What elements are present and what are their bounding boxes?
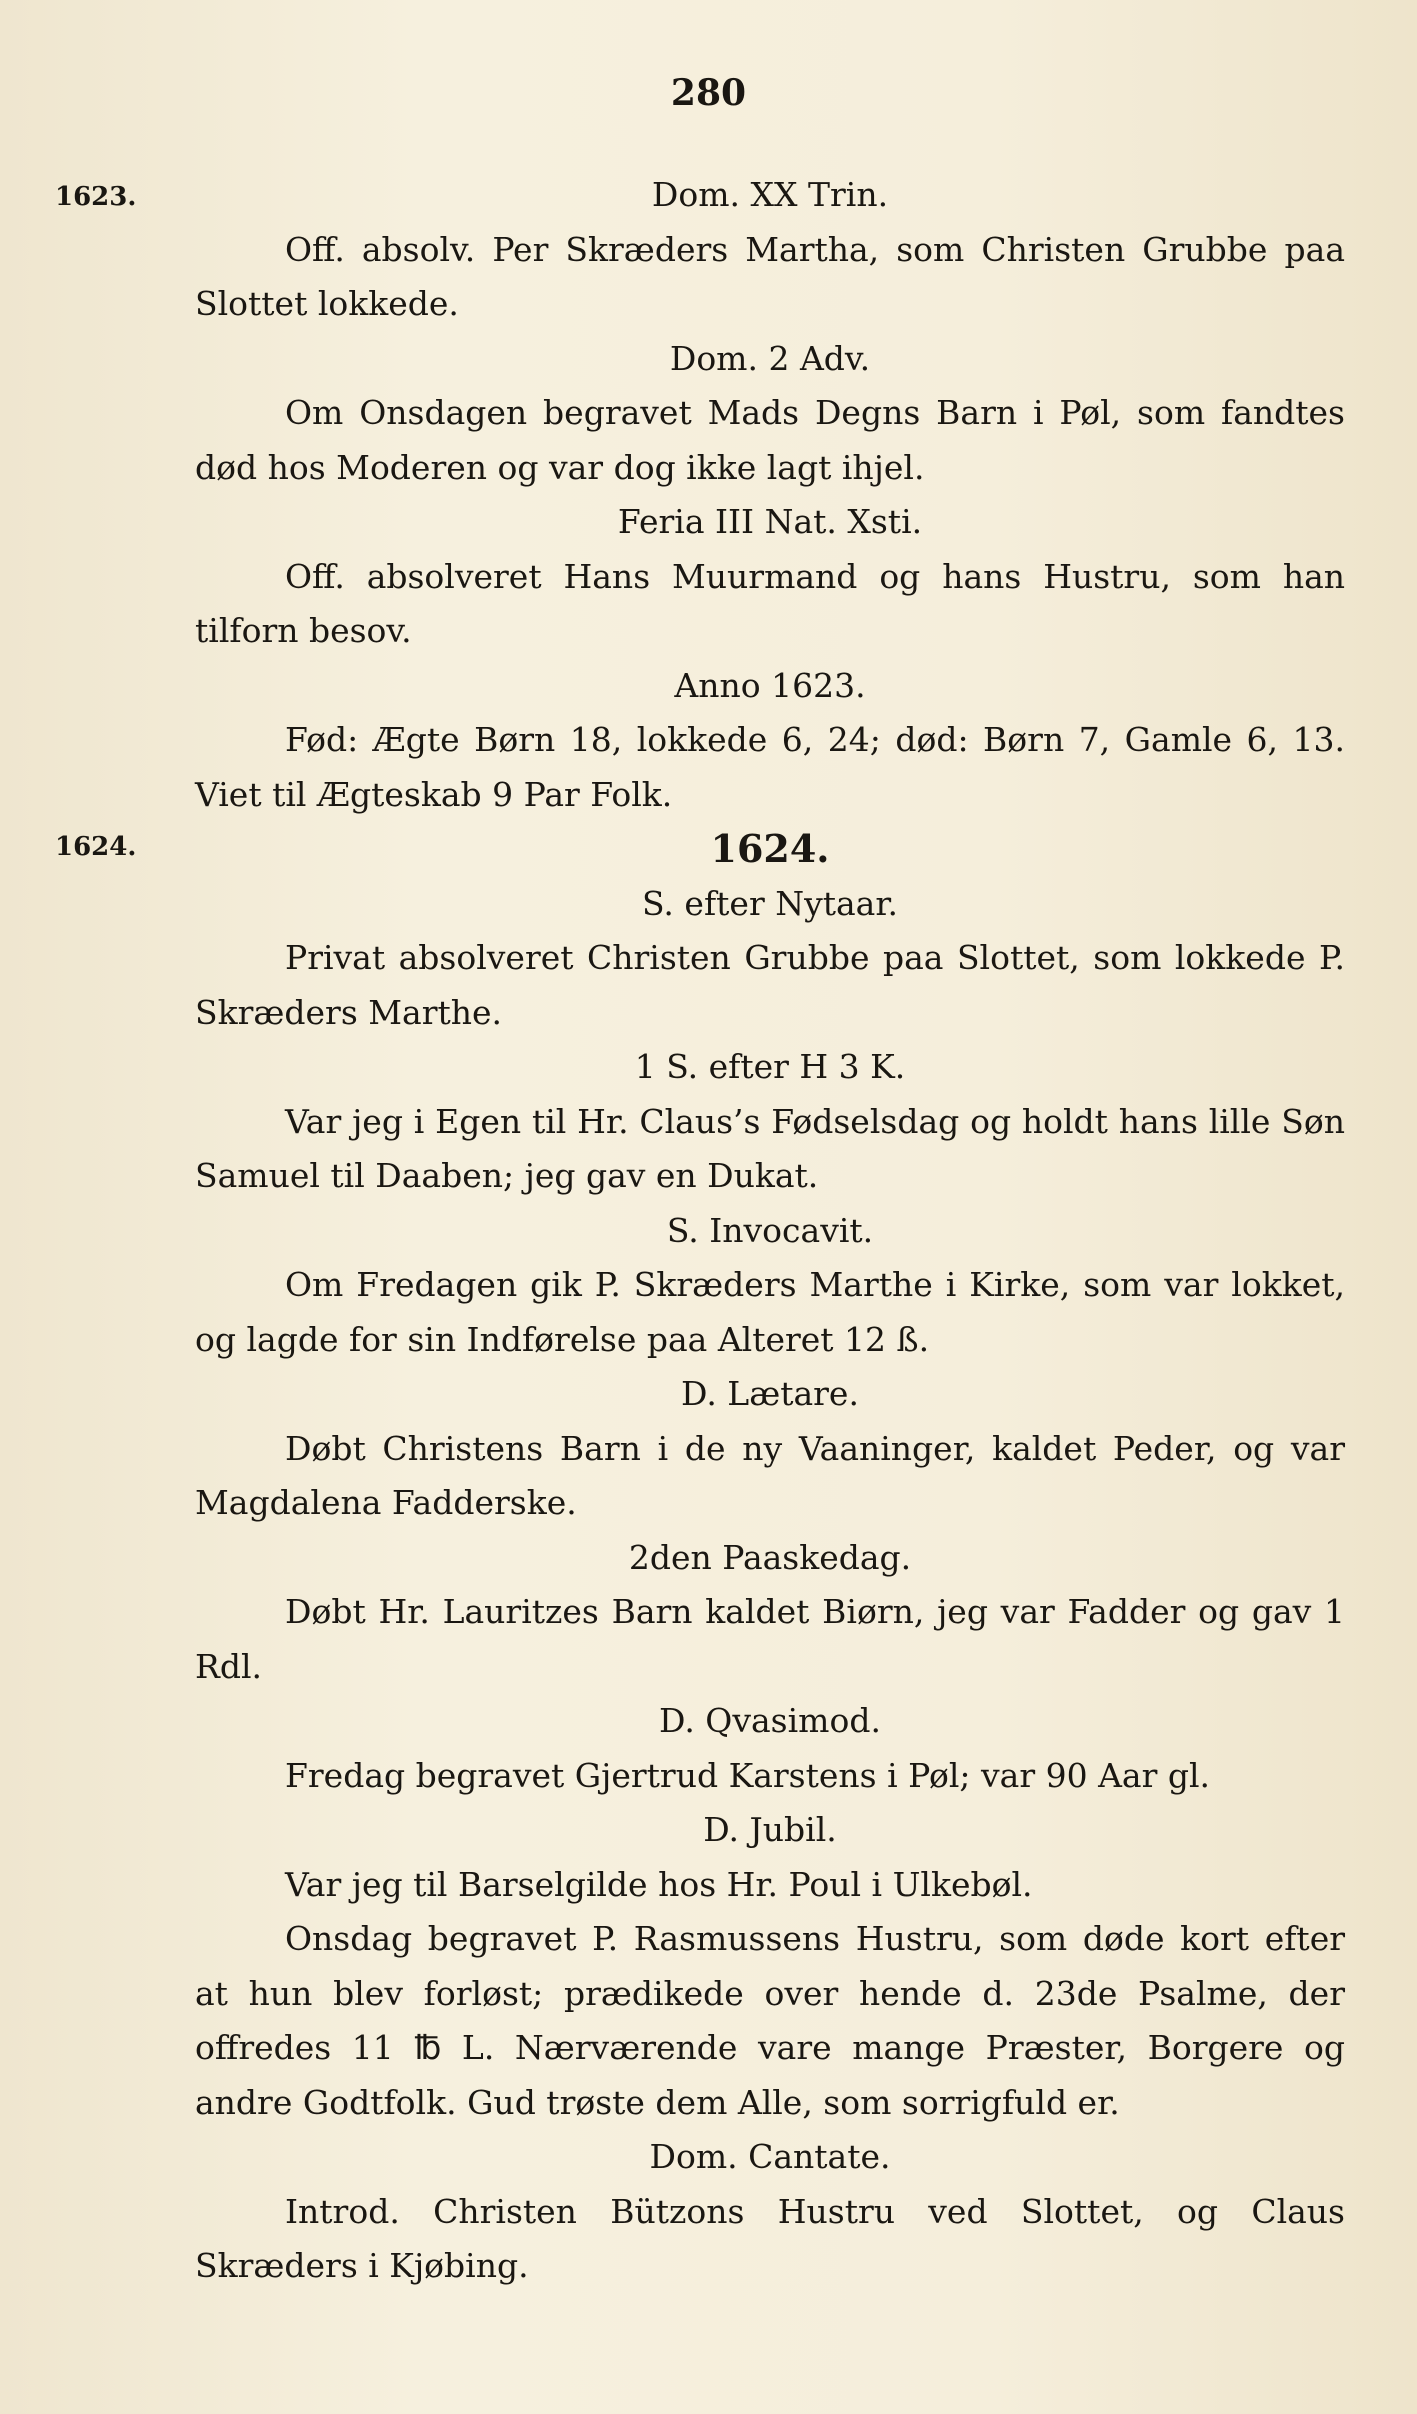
paragraph: Onsdag begravet P. Rasmussens Hustru, som døde kort efter at hun blev forløst; prædikede over hende d. 23de Psalme, der offredes 11 ℔ L. Nærværende vare mange Præster, Borgere og andre Godtfolk. Gud trøste dem Alle, som sorrigfuld er. xyxy=(195,1919,1345,2122)
paragraph: Var jeg i Egen til Hr. Claus’s Fødselsdag og holdt hans lille Søn Samuel til Daaben; jeg gav en Dukat. xyxy=(195,1101,1345,1195)
paragraph: Døbt Christens Barn i de ny Vaaninger, kaldet Peder, og var Magdalena Fadderske. xyxy=(195,1428,1345,1522)
paragraph: Introd. Christen Bützons Hustru ved Slottet, og Claus Skræders i Kjøbing. xyxy=(195,2191,1345,2285)
paragraph: Var jeg til Barselgilde hos Hr. Poul i Ulkebøl. xyxy=(285,1864,1033,1904)
section-heading: 2den Paaskedag. xyxy=(628,1537,912,1577)
section-heading: D. Lætare. xyxy=(681,1374,859,1413)
section-heading: Dom. Cantate. xyxy=(649,2137,891,2176)
paragraph: Om Fredagen gik P. Skræders Marthe i Kirke, som var lokket, og lagde for sin Indførelse paa Alteret 12 ß. xyxy=(195,1265,1345,1359)
section-heading: D. Jubil. xyxy=(703,1810,837,1849)
page-text xyxy=(195,168,1345,2294)
paragraph: Fredag begravet Gjertrud Karstens i Pøl; var 90 Aar gl. xyxy=(285,1755,1211,1795)
section-heading: 1 S. efter H 3 K. xyxy=(634,1047,906,1086)
paragraph: Privat absolveret Christen Grubbe paa Slottet, som lokkede P. Skræders Marthe. xyxy=(195,938,1345,1032)
year-heading: 1624. xyxy=(710,826,830,871)
margin-year-1623: 1623. xyxy=(55,182,137,212)
section-heading: S. Invocavit. xyxy=(666,1210,874,1250)
section-heading: Feria III Nat. Xsti. xyxy=(617,502,923,541)
margin-year-1624: 1624. xyxy=(55,832,137,862)
paragraph: Om Onsdagen begravet Mads Degns Barn i Pøl, som fandtes død hos Moderen og var dog ikke lagt ihjel. xyxy=(195,393,1345,487)
paragraph: Off. absolv. Per Skræders Martha, som Christen Grubbe paa Slottet lokkede. xyxy=(195,229,1345,323)
paragraph: Døbt Hr. Lauritzes Barn kaldet Biørn, jeg var Fadder og gav 1 Rdl. xyxy=(195,1592,1345,1686)
paragraph: Fød: Ægte Børn 18, lokkede 6, 24; død: Børn 7, Gamle 6, 13. Viet til Ægteskab 9 Par Folk. xyxy=(195,720,1345,814)
section-heading: Dom. 2 Adv. xyxy=(669,338,871,378)
section-heading: S. efter Nytaar. xyxy=(642,883,898,923)
page-number: 280 xyxy=(670,72,747,114)
paragraph: Off. absolveret Hans Muurmand og hans Hustru, som han tilforn besov. xyxy=(195,556,1345,650)
section-heading: Dom. XX Trin. xyxy=(651,175,889,214)
section-heading: Anno 1623. xyxy=(674,665,866,705)
section-heading: D. Qvasimod. xyxy=(659,1701,881,1740)
